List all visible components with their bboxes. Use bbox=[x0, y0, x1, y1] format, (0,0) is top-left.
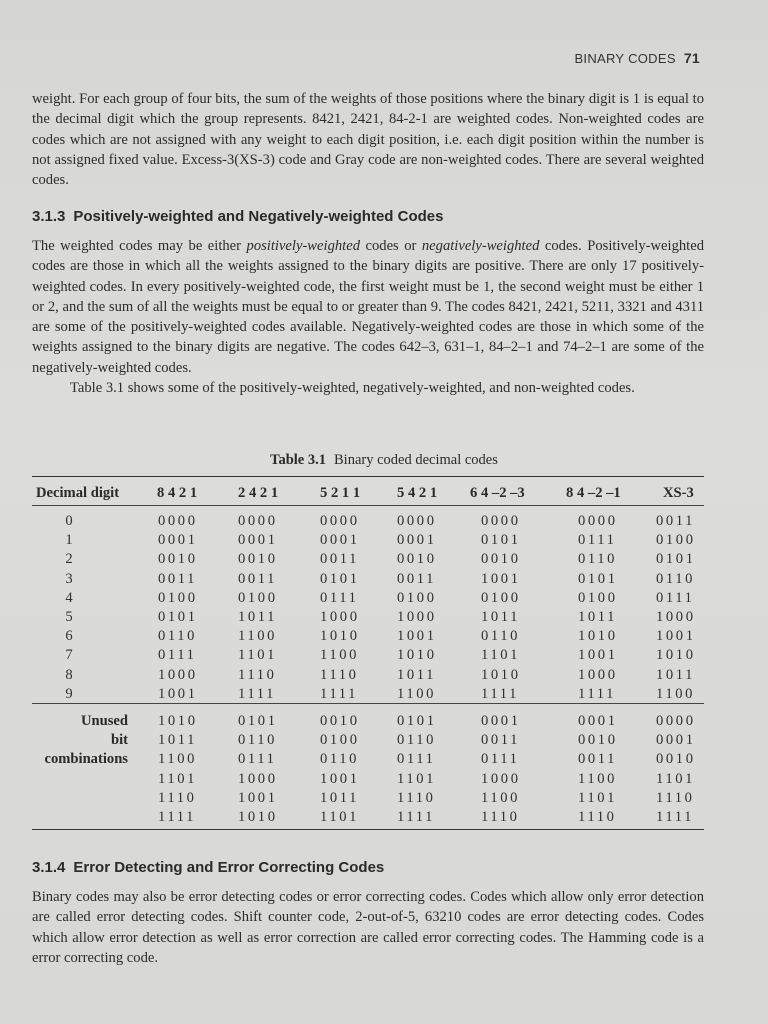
table-row bbox=[0, 551, 768, 570]
code-cell: 1000 bbox=[656, 609, 696, 625]
table-caption-title: Binary coded decimal codes bbox=[334, 452, 498, 468]
unused-code-cell: 1100 bbox=[481, 789, 521, 806]
code-cell: 0000 bbox=[481, 513, 521, 529]
table-caption-label: Table 3.1 bbox=[270, 452, 326, 468]
section-3-1-4-body bbox=[32, 887, 704, 968]
code-cell: 1100 bbox=[397, 685, 437, 702]
code-cell: 1111 bbox=[578, 685, 616, 702]
decimal-digit-cell: 0 bbox=[65, 513, 73, 529]
code-cell: 1010 bbox=[397, 647, 437, 664]
decimal-digit-cell: 2 bbox=[65, 551, 73, 568]
unused-row bbox=[0, 790, 768, 809]
code-cell: 1011 bbox=[481, 609, 521, 625]
code-cell: 1101 bbox=[238, 647, 278, 664]
table-row bbox=[0, 590, 768, 609]
code-cell: 1011 bbox=[238, 609, 278, 625]
unused-code-cell: 1001 bbox=[320, 770, 360, 787]
running-title: BINARY CODES bbox=[574, 51, 676, 66]
column-header-8421: 8 4 2 1 bbox=[157, 485, 198, 501]
code-cell: 0000 bbox=[578, 513, 618, 529]
unused-code-cell: 0011 bbox=[481, 732, 521, 749]
unused-label-line-3: combinations bbox=[44, 751, 128, 767]
unused-row bbox=[0, 732, 768, 751]
code-cell: 0001 bbox=[320, 532, 360, 549]
decimal-digit-cell: 7 bbox=[65, 647, 73, 664]
column-header-84-2-1: 8 4 –2 –1 bbox=[566, 485, 621, 501]
unused-code-cell: 0011 bbox=[578, 751, 618, 768]
code-cell: 0011 bbox=[397, 570, 437, 587]
section-title: Error Detecting and Error Correcting Codes bbox=[73, 859, 385, 876]
unused-code-cell: 0110 bbox=[320, 751, 360, 768]
section-3-1-3-heading bbox=[32, 208, 443, 225]
column-header-decimal-digit: Decimal digit bbox=[36, 485, 120, 501]
unused-code-cell: 0101 bbox=[397, 713, 437, 729]
code-cell: 0111 bbox=[320, 589, 359, 606]
table-row bbox=[0, 686, 768, 705]
code-cell: 1100 bbox=[320, 647, 360, 664]
unused-code-cell: 0110 bbox=[238, 732, 278, 749]
code-cell: 0001 bbox=[397, 532, 437, 549]
unused-code-cell: 0111 bbox=[238, 751, 277, 768]
section-number: 3.1.3 bbox=[32, 208, 66, 225]
column-header-5211: 5 2 1 1 bbox=[320, 485, 361, 501]
code-cell: 1000 bbox=[578, 666, 618, 683]
unused-code-cell: 1010 bbox=[238, 809, 278, 825]
unused-code-cell: 0101 bbox=[238, 713, 278, 729]
unused-code-cell: 1111 bbox=[397, 809, 435, 825]
decimal-digit-cell: 5 bbox=[65, 609, 73, 625]
unused-code-cell: 1101 bbox=[656, 770, 696, 787]
unused-row bbox=[0, 809, 768, 828]
unused-label-line-2: bit bbox=[110, 732, 128, 748]
unused-code-cell: 1000 bbox=[481, 770, 521, 787]
unused-code-cell: 0110 bbox=[397, 732, 437, 749]
code-cell: 1010 bbox=[481, 666, 521, 683]
unused-code-cell: 0111 bbox=[397, 751, 436, 768]
code-cell: 1011 bbox=[397, 666, 437, 683]
paragraph-table-reference: Table 3.1 shows some of the positively-weighted, negatively-weighted, and non-weighted codes. bbox=[70, 380, 635, 397]
unused-code-cell: 0010 bbox=[656, 751, 696, 768]
text-run: codes or bbox=[360, 238, 422, 254]
section-title: Positively-weighted and Negatively-weighted Codes bbox=[73, 208, 444, 225]
code-cell: 0110 bbox=[656, 570, 696, 587]
code-cell: 0100 bbox=[578, 589, 618, 606]
code-cell: 0010 bbox=[238, 551, 278, 568]
table-row bbox=[0, 571, 768, 590]
unused-code-cell: 1000 bbox=[238, 770, 278, 787]
code-cell: 0000 bbox=[238, 513, 278, 529]
unused-code-cell: 1101 bbox=[320, 809, 360, 825]
table-mid-rule bbox=[32, 703, 704, 704]
code-cell: 0000 bbox=[397, 513, 437, 529]
code-cell: 1001 bbox=[158, 685, 198, 702]
code-cell: 1100 bbox=[656, 685, 696, 702]
unused-code-cell: 1110 bbox=[481, 809, 520, 825]
section-3-1-4-heading bbox=[32, 859, 384, 876]
unused-row bbox=[0, 751, 768, 770]
table-row bbox=[0, 667, 768, 686]
code-cell: 0001 bbox=[238, 532, 278, 549]
code-cell: 0101 bbox=[158, 609, 198, 625]
decimal-digit-cell: 6 bbox=[65, 628, 73, 645]
code-cell: 1001 bbox=[481, 570, 521, 587]
unused-code-cell: 1110 bbox=[656, 789, 695, 806]
code-cell: 1000 bbox=[320, 609, 360, 625]
unused-code-cell: 1011 bbox=[158, 732, 198, 749]
section-3-1-3-body bbox=[32, 236, 704, 398]
code-cell: 0011 bbox=[656, 513, 696, 529]
paragraph-weighted-codes bbox=[32, 236, 704, 378]
unused-code-cell: 1010 bbox=[158, 713, 198, 729]
unused-row bbox=[0, 771, 768, 790]
code-cell: 1011 bbox=[578, 609, 618, 625]
emphasis-positively-weighted: positively-weighted bbox=[246, 238, 360, 254]
table-row bbox=[0, 647, 768, 666]
decimal-digit-cell: 9 bbox=[65, 685, 73, 702]
running-header bbox=[574, 50, 700, 66]
code-cell: 0101 bbox=[656, 551, 696, 568]
code-cell: 1000 bbox=[158, 666, 198, 683]
intro-paragraph bbox=[32, 89, 704, 190]
column-header-xs3: XS-3 bbox=[663, 485, 694, 501]
code-cell: 0101 bbox=[320, 570, 360, 587]
unused-code-cell: 1100 bbox=[578, 770, 618, 787]
code-cell: 0001 bbox=[158, 532, 198, 549]
code-cell: 0100 bbox=[238, 589, 278, 606]
unused-label-line-1: Unused bbox=[80, 713, 128, 729]
code-cell: 1111 bbox=[320, 685, 358, 702]
table-row bbox=[0, 628, 768, 647]
unused-code-cell: 1110 bbox=[158, 789, 197, 806]
unused-row bbox=[0, 713, 768, 732]
column-header-2421: 2 4 2 1 bbox=[238, 485, 279, 501]
emphasis-negatively-weighted: negatively-weighted bbox=[421, 238, 540, 254]
code-cell: 1110 bbox=[320, 666, 359, 683]
code-cell: 1111 bbox=[481, 685, 519, 702]
table-row bbox=[0, 513, 768, 532]
column-header-64-2-3: 6 4 –2 –3 bbox=[470, 485, 525, 501]
unused-code-cell: 1100 bbox=[158, 751, 198, 768]
code-cell: 0110 bbox=[158, 628, 198, 645]
column-header-5421: 5 4 2 1 bbox=[397, 485, 438, 501]
code-cell: 0100 bbox=[481, 589, 521, 606]
code-cell: 1010 bbox=[578, 628, 618, 645]
code-cell: 0100 bbox=[656, 532, 696, 549]
unused-code-cell: 0001 bbox=[656, 732, 696, 749]
code-cell: 1011 bbox=[656, 666, 696, 683]
code-cell: 1010 bbox=[656, 647, 696, 664]
text-run: The weighted codes may be either bbox=[32, 238, 247, 254]
unused-code-cell: 0001 bbox=[481, 713, 521, 729]
unused-code-cell: 1101 bbox=[397, 770, 437, 787]
code-cell: 0110 bbox=[578, 551, 618, 568]
unused-code-cell: 1101 bbox=[158, 770, 198, 787]
code-cell: 0111 bbox=[578, 532, 617, 549]
code-cell: 0111 bbox=[656, 589, 695, 606]
decimal-digit-cell: 3 bbox=[65, 570, 73, 587]
table-bottom-rule bbox=[32, 829, 704, 830]
unused-code-cell: 1001 bbox=[238, 789, 278, 806]
table-caption bbox=[0, 452, 768, 469]
unused-code-cell: 0010 bbox=[578, 732, 618, 749]
code-cell: 1001 bbox=[656, 628, 696, 645]
unused-code-cell: 1011 bbox=[320, 789, 360, 806]
text-run: codes. Positively-weighted codes are those in which all the weights assigned to the binary digits are positive. There are only 17 positively-weighted codes. In every positively-weighted code, the first weight must be 1, the second weight must be either 1 or 2, and the sum of all the weights must be equal to or greater than 9. The codes 8421, 2421, 5211, 3321 and 4311 are some of the positively-weighted codes available. Negatively-weighted codes are those in which some of the weights assigned to the binary digits are negative. The codes 642–3, 631–1, 84–2–1 and 74–2–1 are some of the negatively-weighted codes. bbox=[32, 238, 704, 376]
unused-code-cell: 0111 bbox=[481, 751, 520, 768]
code-cell: 1010 bbox=[320, 628, 360, 645]
code-cell: 0100 bbox=[397, 589, 437, 606]
page-number: 71 bbox=[683, 50, 700, 66]
code-cell: 0000 bbox=[320, 513, 360, 529]
code-cell: 1001 bbox=[578, 647, 618, 664]
code-cell: 0010 bbox=[158, 551, 198, 568]
code-cell: 1110 bbox=[238, 666, 277, 683]
code-cell: 0100 bbox=[158, 589, 198, 606]
unused-code-cell: 1110 bbox=[578, 809, 617, 825]
section-number: 3.1.4 bbox=[32, 859, 66, 876]
decimal-digit-cell: 1 bbox=[65, 532, 73, 549]
unused-code-cell: 1101 bbox=[578, 789, 618, 806]
code-cell: 0101 bbox=[578, 570, 618, 587]
decimal-digit-cell: 8 bbox=[65, 666, 73, 683]
unused-code-cell: 0001 bbox=[578, 713, 618, 729]
unused-code-cell: 1111 bbox=[656, 809, 694, 825]
code-cell: 1100 bbox=[238, 628, 278, 645]
error-codes-text: Binary codes may also be error detecting codes or error correcting codes. Codes which allow only error detection are called error detecting codes. Shift counter code, 2-out-of-5, 63210 codes are error detecting codes. Codes which allow error detection as well as error correction are called error correcting codes. The Hamming code is a error correcting code. bbox=[32, 889, 704, 966]
table-header-rule bbox=[32, 505, 704, 506]
code-cell: 1111 bbox=[238, 685, 276, 702]
code-cell: 1101 bbox=[481, 647, 521, 664]
unused-code-cell: 0100 bbox=[320, 732, 360, 749]
code-cell: 0011 bbox=[158, 570, 198, 587]
code-cell: 0011 bbox=[238, 570, 278, 587]
unused-code-cell: 0000 bbox=[656, 713, 696, 729]
code-cell: 0011 bbox=[320, 551, 360, 568]
table-row bbox=[0, 532, 768, 551]
code-cell: 0010 bbox=[481, 551, 521, 568]
code-cell: 0111 bbox=[158, 647, 197, 664]
code-cell: 1001 bbox=[397, 628, 437, 645]
unused-code-cell: 1111 bbox=[158, 809, 196, 825]
intro-text: weight. For each group of four bits, the sum of the weights of those positions where the binary digit is 1 is equal to the decimal digit which the group represents. 8421, 2421, 84-2-1 are weighted codes. Non-weighted codes are codes which are not assigned with any weight to each digit position, i.e. each digit position within the number is not assigned fixed value. Excess-3(XS-3) code and Gray code are non-weighted codes. There are several weighted codes. bbox=[32, 91, 704, 189]
unused-code-cell: 1110 bbox=[397, 789, 436, 806]
table-row bbox=[0, 609, 768, 628]
code-cell: 0000 bbox=[158, 513, 198, 529]
unused-code-cell: 0010 bbox=[320, 713, 360, 729]
code-cell: 0101 bbox=[481, 532, 521, 549]
code-cell: 1000 bbox=[397, 609, 437, 625]
table-top-rule bbox=[32, 476, 704, 477]
decimal-digit-cell: 4 bbox=[65, 589, 73, 606]
code-cell: 0010 bbox=[397, 551, 437, 568]
code-cell: 0110 bbox=[481, 628, 521, 645]
